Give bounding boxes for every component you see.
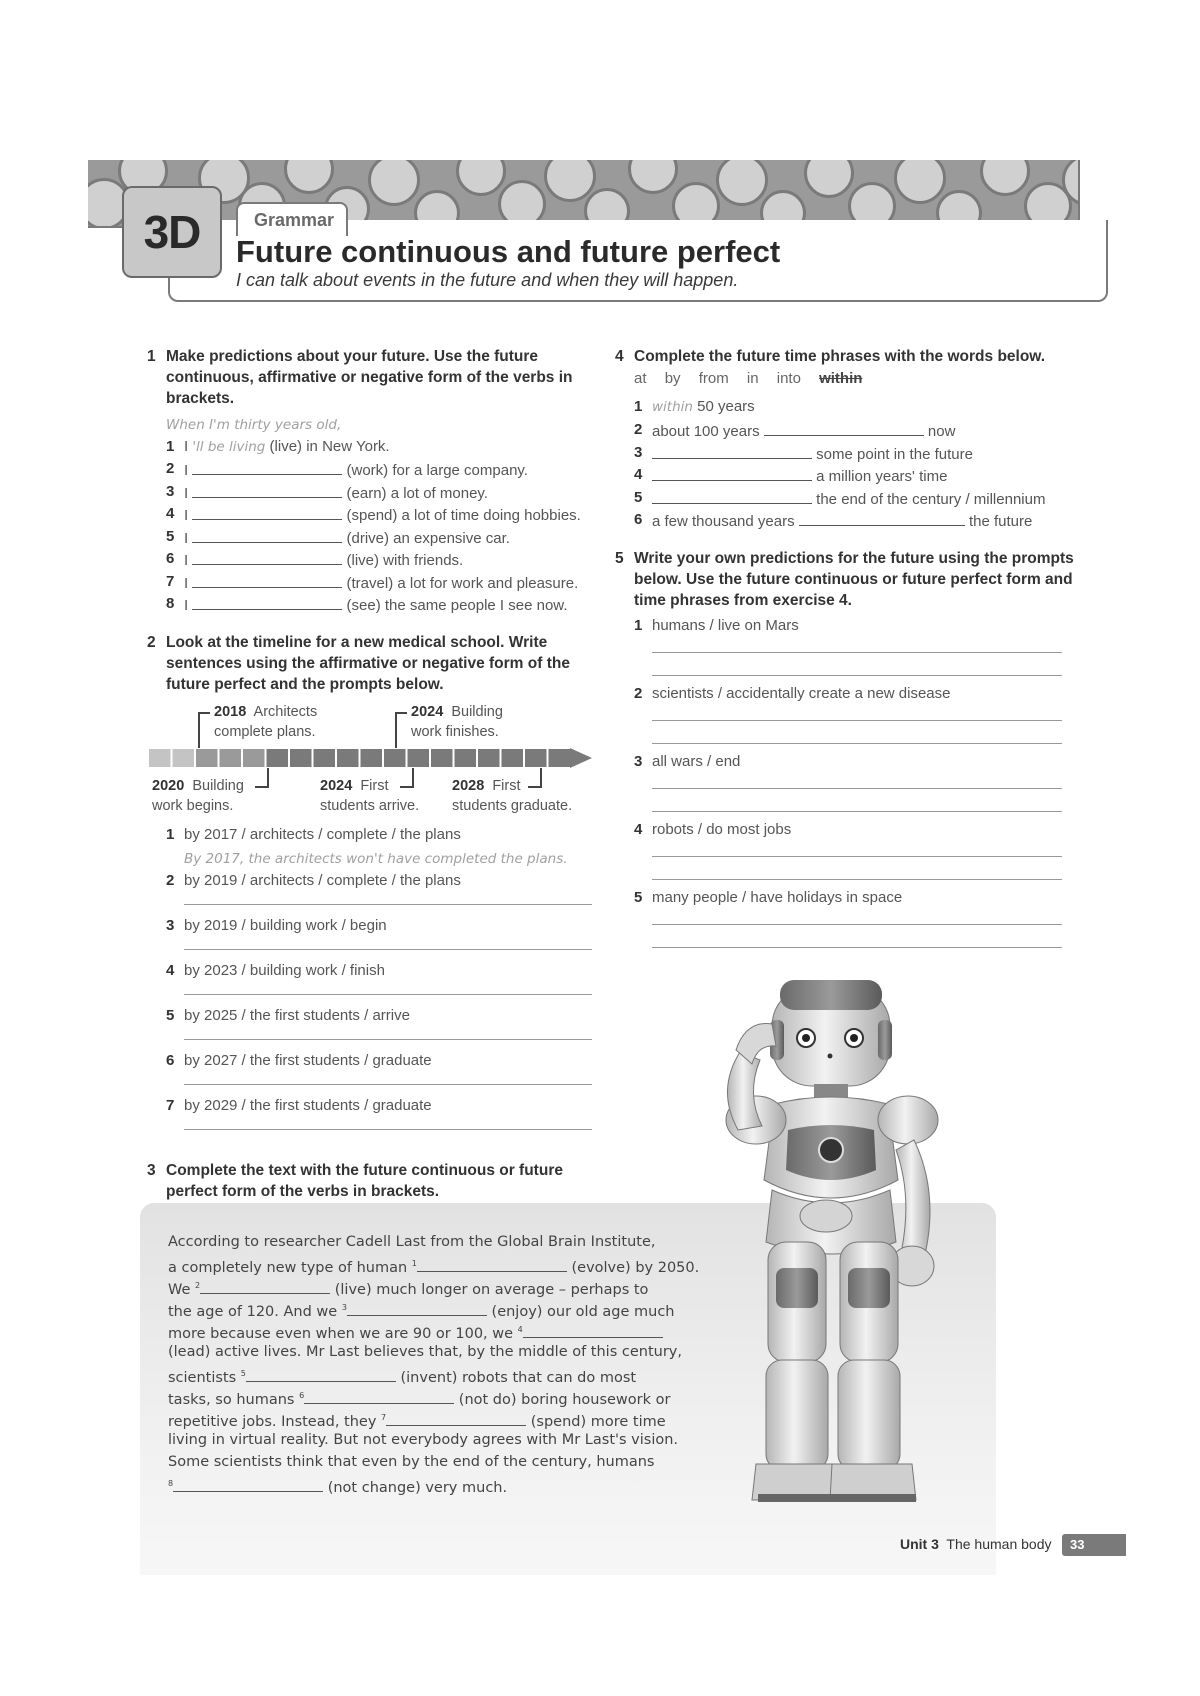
item-number: 5: [634, 488, 643, 506]
answer-line[interactable]: [184, 1084, 592, 1085]
reading-line: [168, 1275, 708, 1297]
reading-text-fragment: (live) much longer on average – perhaps to: [334, 1282, 649, 1298]
reading-line: [168, 1253, 708, 1275]
ex5-item: [634, 685, 951, 702]
ex4-item: [634, 466, 948, 485]
item-number: 4: [634, 466, 643, 483]
ex1-instruction: [147, 346, 586, 409]
reading-text-fragment: We: [168, 1282, 196, 1298]
item-number: 6: [166, 1052, 175, 1069]
timeline-bar: [145, 748, 592, 768]
gap-number: 1: [411, 1259, 417, 1268]
item-text: I: [184, 529, 189, 547]
banner-pattern-dot: [894, 160, 946, 204]
reading-line: [168, 1429, 708, 1451]
ex2-item: [166, 917, 387, 934]
ex5-item: [634, 617, 799, 634]
item-text: (see) the same people I see now.: [346, 597, 568, 614]
timeline-label-2020: [152, 776, 244, 816]
item-text: (work) for a large company.: [346, 462, 528, 479]
item-prompt: by 2029 / the first students / graduate: [184, 1097, 432, 1114]
gap-number: 8: [168, 1479, 174, 1488]
ex3-instruction: [147, 1160, 586, 1202]
reading-text-fragment: repetitive jobs. Instead, they: [168, 1414, 382, 1430]
banner-pattern-dot: [628, 160, 678, 194]
reading-text-fragment: living in virtual reality. But not everybody agrees with Mr Last's vision.: [168, 1432, 679, 1448]
reading-line: [168, 1473, 708, 1495]
reading-text-fragment: According to researcher Cadell Last from the Global Brain Institute,: [168, 1234, 656, 1250]
answer-blank[interactable]: [192, 483, 342, 498]
timeline-text: complete plans.: [214, 724, 316, 740]
item-prompt: all wars / end: [652, 753, 741, 770]
ex1-intro: [166, 416, 341, 433]
timeline-text: First: [360, 778, 389, 794]
reading-text-fragment: more because even when we are 90 or 100, we: [168, 1326, 518, 1342]
word-option: by: [664, 370, 681, 387]
timeline-label-2018: [214, 702, 317, 742]
item-number: 3: [634, 753, 643, 770]
ex2-example: [166, 826, 461, 843]
item-number: 5: [166, 1007, 175, 1024]
gap-blank[interactable]: [386, 1413, 526, 1426]
ex5-instruction-text: Write your own predictions for the future using the prompts below. Use the future continuous or future perfect form and time phrases from exercise 4.: [634, 550, 1074, 609]
ex2-item: [166, 1052, 432, 1069]
timeline-segment: [478, 749, 500, 767]
reading-text-fragment: a completely new type of human: [168, 1260, 412, 1276]
item-text: I: [184, 484, 189, 502]
word-option: at: [634, 370, 647, 387]
section-tab: Grammar: [236, 202, 348, 236]
item-number: 3: [634, 443, 643, 461]
item-number: 2: [634, 685, 643, 702]
item-text: (live) in New York.: [265, 438, 390, 455]
answer-blank[interactable]: [192, 460, 342, 475]
gap-blank[interactable]: [417, 1259, 567, 1272]
timeline-segment: [196, 749, 218, 767]
reading-line: [168, 1451, 708, 1473]
answer-line[interactable]: [184, 1039, 592, 1040]
item-number: 4: [166, 505, 175, 522]
ex2-instruction-text: Look at the timeline for a new medical school. Write sentences using the affirmative or negative form of the future perfect and the prompts below.: [166, 634, 570, 693]
item-text: (earn) a lot of money.: [346, 484, 488, 502]
answer-blank[interactable]: [799, 511, 965, 526]
reading-text-fragment: tasks, so humans: [168, 1392, 300, 1408]
item-text: a few thousand years: [652, 513, 795, 530]
timeline-text: students arrive.: [320, 798, 420, 814]
ex4-item: [634, 443, 973, 463]
page-title: Future continuous and future perfect: [236, 234, 781, 269]
robot-illustration: [676, 980, 996, 1520]
gap-number: 6: [299, 1391, 305, 1400]
banner-pattern-dot: [804, 160, 854, 198]
item-prompt: by 2017 / architects / complete / the plans: [184, 826, 461, 843]
reading-text-fragment: (enjoy) our old age much: [491, 1304, 675, 1320]
answer-line[interactable]: [184, 994, 592, 995]
item-number: 5: [166, 527, 175, 545]
answer-line[interactable]: [652, 924, 1062, 925]
ex1-item: [166, 505, 581, 524]
item-number: 2: [166, 460, 175, 477]
gap-blank[interactable]: [246, 1369, 396, 1382]
item-text: I: [184, 462, 189, 479]
gap-number: 4: [517, 1325, 523, 1334]
banner-pattern-dot: [368, 160, 420, 206]
answer-line[interactable]: [652, 675, 1062, 676]
page-number: 33: [1062, 1534, 1126, 1556]
banner-pattern-dot: [284, 160, 334, 194]
ex3-number: 3: [147, 1162, 156, 1179]
footer-unit: Unit 3: [900, 1536, 939, 1552]
ex5-item: [634, 889, 903, 906]
item-number: 6: [166, 550, 175, 567]
banner-pattern-dot: [456, 160, 506, 196]
timeline-text: First: [492, 778, 521, 794]
answer-blank[interactable]: [192, 573, 342, 588]
item-number: 2: [166, 872, 175, 889]
gap-number: 7: [381, 1413, 387, 1422]
ex4-example: [634, 398, 755, 415]
example-answer: By 2017, the architects won't have completed the plans.: [184, 851, 568, 867]
timeline-segment: [502, 749, 524, 767]
timeline-segment: [408, 749, 430, 767]
item-number: 7: [166, 1097, 175, 1114]
timeline-year: 2018: [214, 704, 247, 720]
reading-text-fragment: (lead) active lives. Mr Last believes that, by the middle of this century,: [168, 1344, 682, 1360]
footer-title: The human body: [946, 1536, 1052, 1552]
timeline-text: work finishes.: [411, 724, 499, 740]
reading-text-fragment: scientists: [168, 1370, 241, 1386]
reading-line: [168, 1341, 708, 1363]
answer-blank[interactable]: [192, 550, 342, 565]
item-number: 1: [634, 398, 643, 415]
timeline-segment: [267, 749, 289, 767]
item-text: the end of the century / millennium: [816, 490, 1046, 508]
timeline-tick: [267, 768, 269, 788]
item-number: 2: [634, 421, 643, 438]
answer-line[interactable]: [652, 788, 1062, 789]
item-prompt: scientists / accidentally create a new disease: [652, 685, 951, 702]
banner-pattern-dot: [980, 160, 1030, 196]
ex1-item: [166, 595, 568, 614]
ex2-example-answer: [184, 850, 568, 867]
ex5-item: [634, 753, 741, 770]
gap-blank[interactable]: [523, 1325, 663, 1338]
item-text: about 100 years: [652, 423, 760, 440]
gap-blank[interactable]: [200, 1281, 330, 1294]
answer-line[interactable]: [652, 879, 1062, 880]
timeline-year: 2024: [320, 778, 353, 794]
ex1-item: [166, 460, 528, 479]
reading-text-fragment: the age of 120. And we: [168, 1304, 342, 1320]
item-text: I: [184, 438, 193, 455]
word-option: from: [698, 370, 729, 387]
item-number: 5: [634, 889, 643, 906]
item-number: 4: [634, 821, 643, 838]
item-prompt: by 2025 / the first students / arrive: [184, 1007, 410, 1024]
ex2-item: [166, 962, 385, 979]
timeline-segment: [337, 749, 359, 767]
timeline-text: students graduate.: [452, 798, 573, 814]
reading-line: [168, 1407, 708, 1429]
ex4-item: [634, 511, 1033, 530]
ex1-item: [166, 572, 579, 592]
answer-blank[interactable]: [652, 489, 812, 504]
answer-line[interactable]: [652, 811, 1062, 812]
item-prompt: many people / have holidays in space: [652, 889, 903, 906]
item-number: 1: [166, 438, 175, 455]
ex2-instruction: [147, 632, 586, 695]
timeline-segment: [243, 749, 265, 767]
item-text: 50 years: [692, 398, 755, 415]
answer-blank[interactable]: [192, 505, 342, 520]
timeline-label-2024-top: [411, 702, 503, 742]
item-text: I: [184, 552, 189, 569]
item-prompt: by 2019 / building work / begin: [184, 917, 387, 934]
ex1-intro-text: When I'm thirty years old,: [166, 417, 342, 433]
timeline-connector: [255, 786, 269, 788]
lesson-badge: 3D: [122, 186, 222, 278]
word-option: into: [776, 370, 801, 387]
gap-blank[interactable]: [173, 1479, 323, 1492]
reading-line: [168, 1297, 708, 1319]
timeline-text: Architects: [253, 704, 318, 720]
item-number: 7: [166, 572, 175, 590]
answer-blank[interactable]: [764, 421, 924, 436]
item-text: some point in the future: [816, 445, 973, 463]
timeline-segment: [220, 749, 242, 767]
item-number: 1: [166, 826, 175, 843]
answer-line[interactable]: [652, 743, 1062, 744]
item-number: 6: [634, 511, 643, 528]
item-text: the future: [968, 513, 1033, 530]
ex2-item: [166, 1007, 410, 1024]
timeline-segment: [549, 749, 571, 767]
timeline-year: 2020: [152, 778, 185, 794]
word-box: [634, 370, 876, 387]
answer-line[interactable]: [652, 947, 1062, 948]
timeline-text: Building: [451, 704, 503, 720]
item-text: I: [184, 507, 189, 524]
reading-text-fragment: (evolve) by 2050.: [571, 1260, 700, 1276]
ex2-item: [166, 872, 461, 889]
ex1-number: 1: [147, 348, 156, 365]
ex5-instruction: [615, 548, 1074, 611]
item-number: 8: [166, 595, 175, 612]
item-prompt: by 2019 / architects / complete / the plans: [184, 872, 461, 889]
answer-line[interactable]: [184, 904, 592, 905]
item-prompt: by 2023 / building work / finish: [184, 962, 385, 979]
example-answer: within: [652, 399, 693, 415]
timeline-segment: [525, 749, 547, 767]
timeline-segment: [384, 749, 406, 767]
answer-line[interactable]: [652, 720, 1062, 721]
timeline-year: 2024: [411, 704, 444, 720]
reading-line: [168, 1363, 708, 1385]
item-number: 3: [166, 917, 175, 934]
answer-line[interactable]: [652, 856, 1062, 857]
timeline-segment: [431, 749, 453, 767]
reading-text-fragment: (spend) more time: [530, 1414, 666, 1430]
timeline-segment: [149, 749, 171, 767]
answer-blank[interactable]: [192, 595, 342, 610]
item-text: (live) with friends.: [346, 552, 464, 569]
answer-line[interactable]: [652, 652, 1062, 653]
banner-pattern-dot: [716, 160, 768, 206]
item-text: now: [927, 423, 956, 440]
item-number: 4: [166, 962, 175, 979]
item-prompt: robots / do most jobs: [652, 821, 792, 838]
reading-line: [168, 1319, 708, 1341]
timeline-tick: [395, 712, 397, 748]
ex4-instruction-text: Complete the future time phrases with the words below.: [634, 348, 1046, 365]
item-prompt: by 2027 / the first students / graduate: [184, 1052, 432, 1069]
reading-text-fragment: (invent) robots that can do most: [400, 1370, 637, 1386]
ex5-item: [634, 821, 792, 838]
ex2-item: [166, 1097, 432, 1114]
answer-line[interactable]: [184, 949, 592, 950]
example-answer: 'll be living: [192, 439, 266, 455]
reading-text: [168, 1231, 708, 1495]
ex1-item: [166, 482, 488, 502]
timeline-text: work begins.: [152, 798, 234, 814]
word-option: in: [746, 370, 759, 387]
ex4-instruction: [615, 346, 1074, 367]
item-prompt: humans / live on Mars: [652, 617, 799, 634]
reading-text-fragment: Some scientists think that even by the end of the century, humans: [168, 1454, 655, 1470]
gap-blank[interactable]: [347, 1303, 487, 1316]
timeline-arrowhead: [570, 748, 592, 768]
timeline-label-2028: [452, 776, 572, 816]
ex1-example: [166, 438, 390, 455]
timeline-segment: [455, 749, 477, 767]
ex1-instruction-text: Make predictions about your future. Use the future continuous, affirmative or negative form of the verbs in brackets.: [166, 348, 573, 407]
answer-blank[interactable]: [192, 528, 342, 543]
gap-blank[interactable]: [304, 1391, 454, 1404]
ex4-number: 4: [615, 348, 624, 365]
timeline-segment: [314, 749, 336, 767]
ex4-item: [634, 488, 1046, 508]
page-subtitle: I can talk about events in the future and when they will happen.: [236, 270, 739, 290]
item-text: I: [184, 597, 189, 614]
ex5-number: 5: [615, 550, 624, 567]
timeline-text: Building: [192, 778, 244, 794]
timeline-segment: [290, 749, 312, 767]
item-text: (travel) a lot for work and pleasure.: [346, 574, 579, 592]
item-text: I: [184, 574, 189, 592]
timeline-segment: [173, 749, 195, 767]
timeline-label-2024-bottom: [320, 776, 419, 816]
reading-line: [168, 1231, 708, 1253]
timeline-segment: [361, 749, 383, 767]
answer-line[interactable]: [184, 1129, 592, 1130]
timeline-tick: [198, 712, 200, 748]
answer-blank[interactable]: [652, 466, 812, 481]
item-text: (spend) a lot of time doing hobbies.: [346, 507, 581, 524]
reading-text-fragment: (not do) boring housework or: [458, 1392, 671, 1408]
item-text: a million years' time: [816, 468, 948, 485]
item-number: 3: [166, 482, 175, 500]
timeline-year: 2028: [452, 778, 485, 794]
ex2-number: 2: [147, 634, 156, 651]
ex1-item: [166, 527, 510, 547]
page-footer: [900, 1536, 1052, 1552]
item-text: (drive) an expensive car.: [346, 529, 510, 547]
word-option-used: within: [819, 370, 863, 387]
answer-blank[interactable]: [652, 444, 812, 459]
item-number: 1: [634, 617, 643, 634]
gap-number: 2: [195, 1281, 201, 1290]
ex1-item: [166, 550, 464, 569]
reading-text-fragment: (not change) very much.: [327, 1480, 508, 1496]
gap-number: 5: [240, 1369, 246, 1378]
reading-line: [168, 1385, 708, 1407]
ex3-instruction-text: Complete the text with the future continuous or future perfect form of the verbs in brackets.: [166, 1162, 563, 1200]
gap-number: 3: [341, 1303, 347, 1312]
ex4-item: [634, 421, 956, 440]
